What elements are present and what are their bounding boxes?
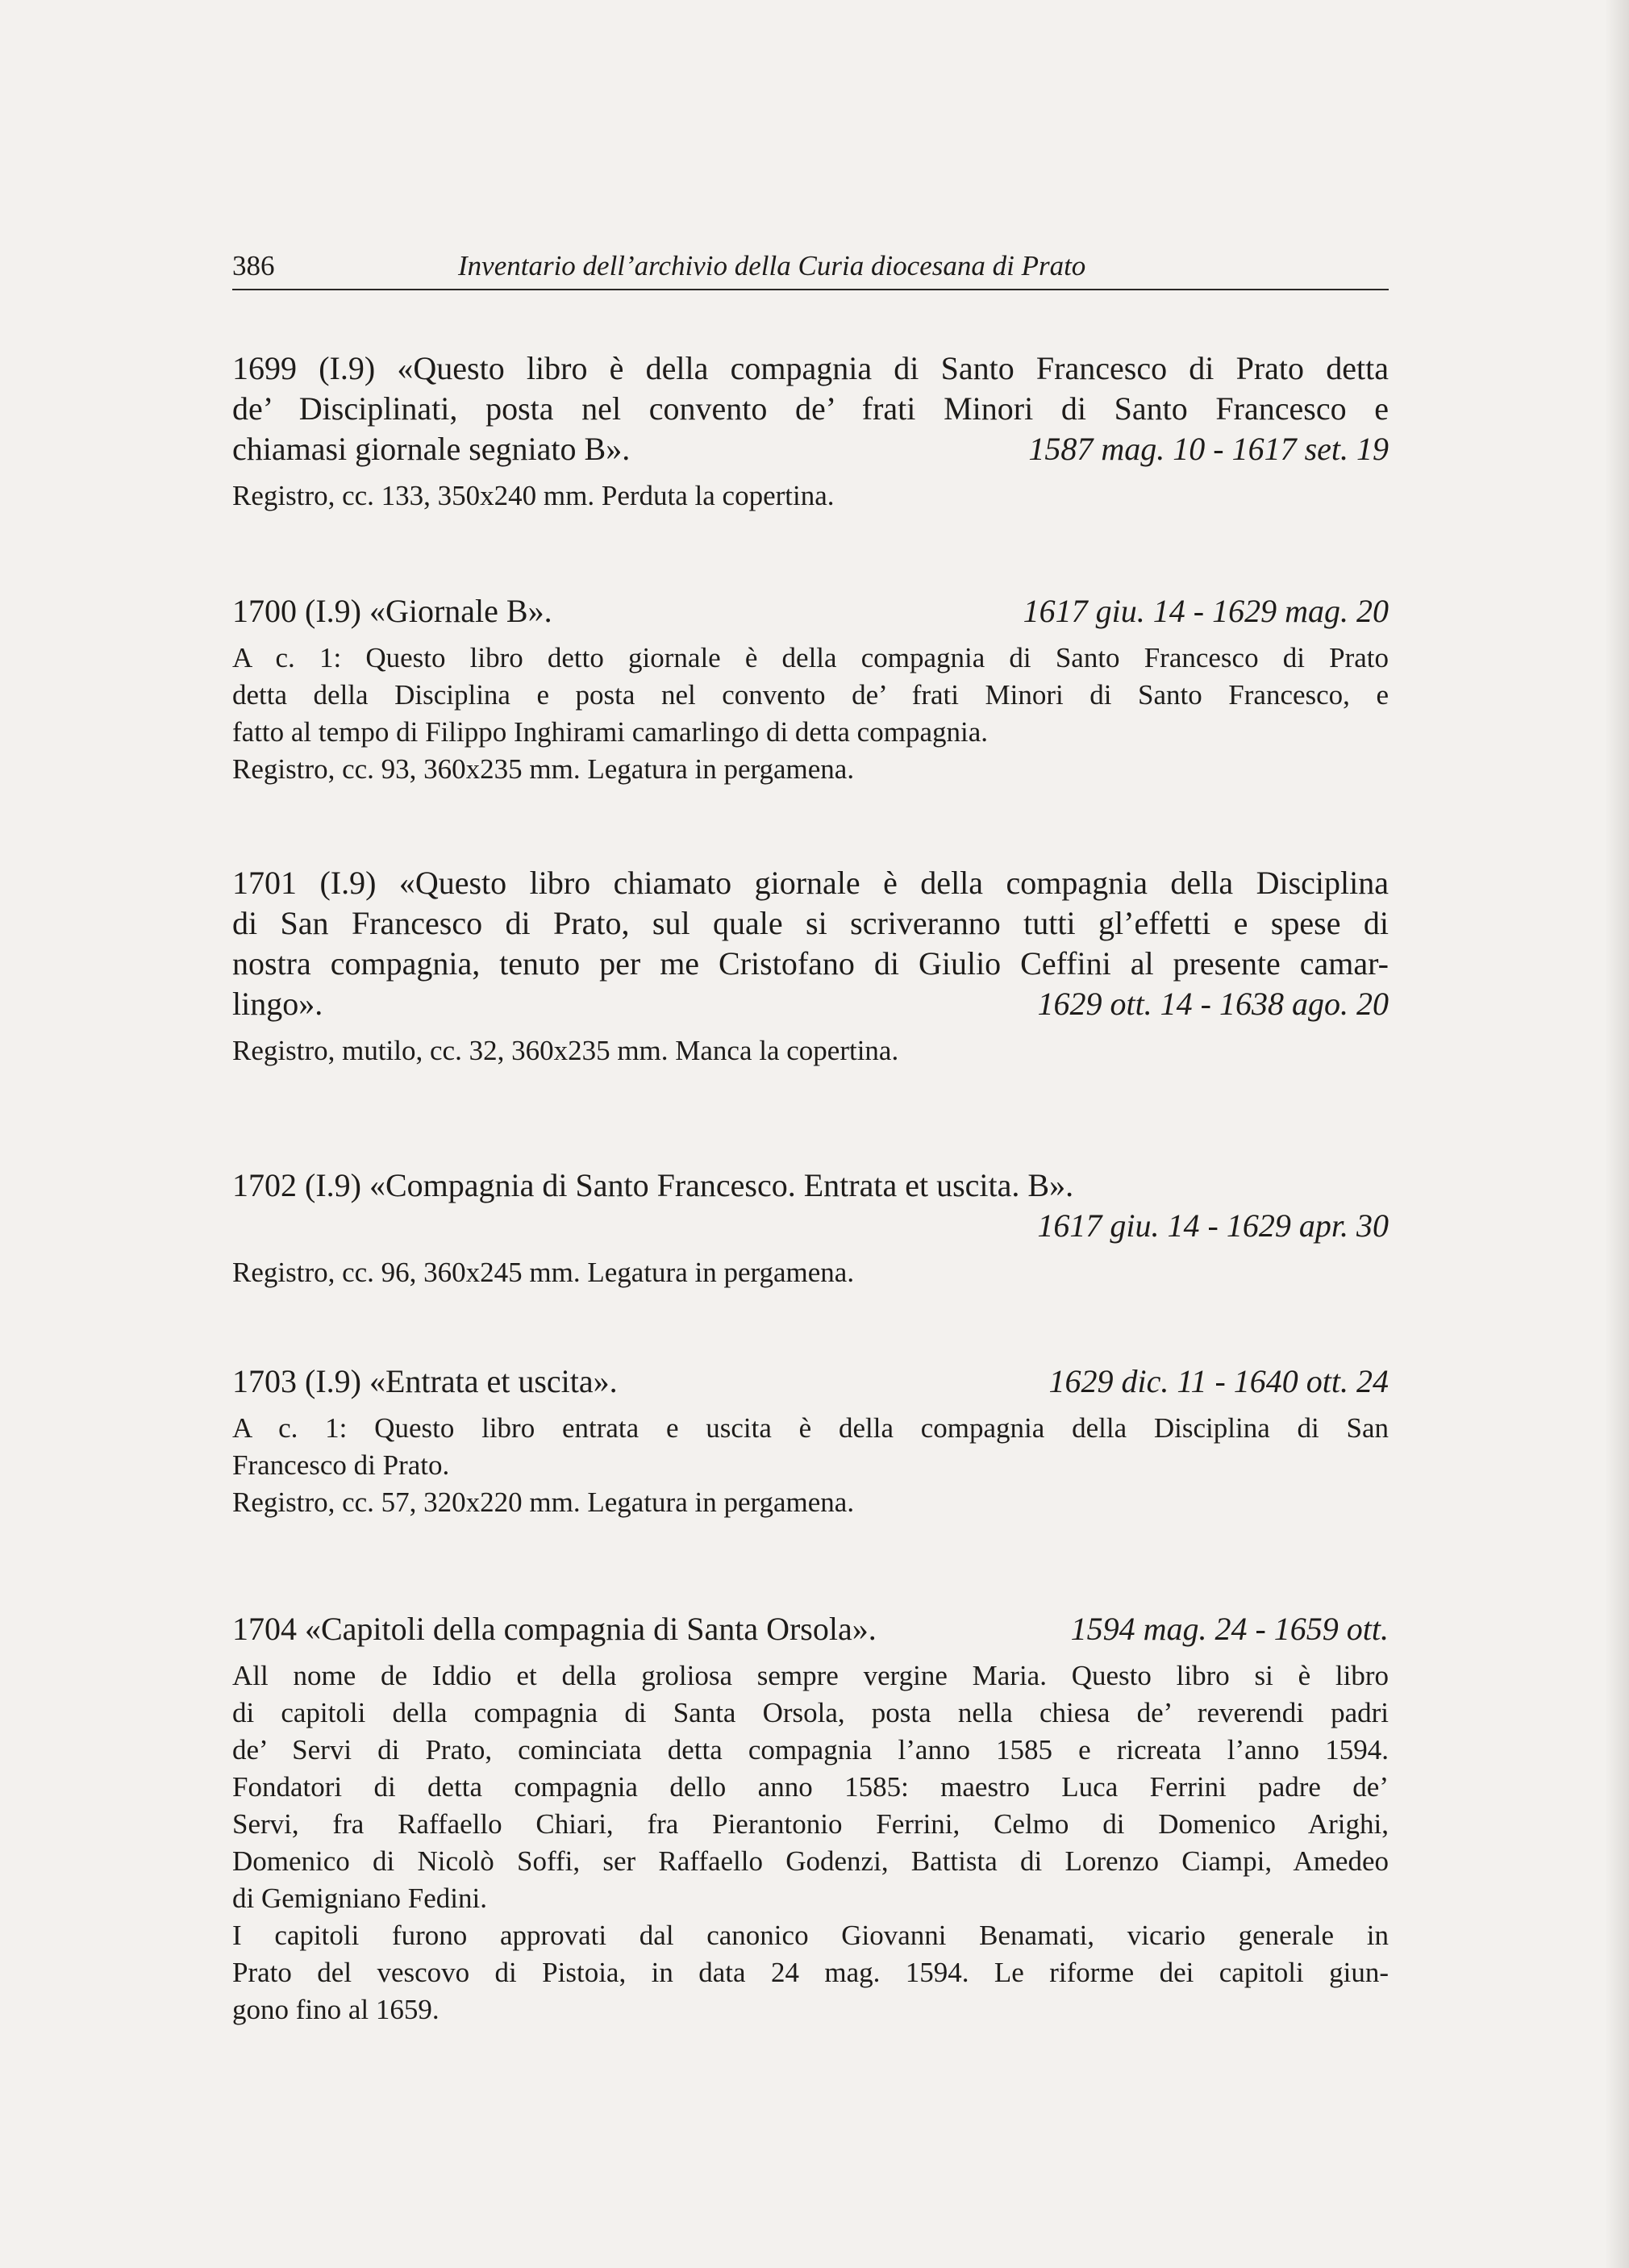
entry-title-line: 1701 (I.9) «Questo libro chiamato giornale è della compagnia della Disciplina	[232, 865, 1389, 901]
entry-description-line: Registro, cc. 93, 360x235 mm. Legatura in pergamena.	[232, 753, 855, 785]
entry-date: 1617 giu. 14 - 1629 apr. 30	[1037, 1207, 1389, 1244]
entry-title-text: 1704 «Capitoli della compagnia di Santa Orsola».	[232, 1611, 877, 1647]
entry-description-line: di capitoli della compagnia di Santa Orsola, posta nella chiesa de’ reverendi padri	[232, 1697, 1389, 1728]
entry-date: 1587 mag. 10 - 1617 set. 19	[1028, 431, 1389, 467]
entry-1704	[232, 1609, 1389, 2028]
entry-title-line	[232, 1361, 1389, 1402]
entry-title-line	[232, 1206, 1389, 1246]
entry-date: 1617 giu. 14 - 1629 mag. 20	[1023, 593, 1389, 629]
entry-date: 1594 mag. 24 - 1659 ott.	[1070, 1611, 1389, 1647]
entry-description-line: fatto al tempo di Filippo Inghirami camarlingo di detta compagnia.	[232, 716, 988, 748]
entry-title-line	[232, 1609, 1389, 1649]
entry-description-line: detta della Disciplina e posta nel convento de’ frati Minori di Santo Francesco, e	[232, 679, 1389, 711]
entry-date: 1629 ott. 14 - 1638 ago. 20	[1037, 986, 1389, 1022]
entry-description-line: gono fino al 1659.	[232, 1994, 440, 2025]
entry-title-line: 1702 (I.9) «Compagnia di Santo Francesco. Entrata et uscita. B».	[232, 1167, 1074, 1203]
page-edge-shadow	[1605, 0, 1629, 2268]
entry-title-line: 1699 (I.9) «Questo libro è della compagnia di Santo Francesco di Prato detta	[232, 350, 1389, 386]
entry-title-line: de’ Disciplinati, posta nel convento de’ frati Minori di Santo Francesco e	[232, 390, 1389, 427]
entry-description-line: de’ Servi di Prato, cominciata detta compagnia l’anno 1585 e ricreata l’anno 1594.	[232, 1734, 1389, 1766]
entry-description-line: Servi, fra Raffaello Chiari, fra Pierantonio Ferrini, Celmo di Domenico Arighi,	[232, 1808, 1389, 1840]
entry-1703	[232, 1361, 1389, 1521]
entry-description-line: di Gemigniano Fedini.	[232, 1882, 487, 1914]
entry-description-line: I capitoli furono approvati dal canonico Giovanni Benamati, vicario generale in	[232, 1920, 1389, 1951]
entry-title-line: di San Francesco di Prato, sul quale si scriveranno tutti gl’effetti e spese di	[232, 905, 1389, 941]
entry-title-line	[232, 984, 1389, 1024]
entry-title-text: chiamasi giornale segniato B».	[232, 431, 631, 467]
entry-title-text: 1703 (I.9) «Entrata et uscita».	[232, 1363, 618, 1399]
entry-title-line: nostra compagnia, tenuto per me Cristofano di Giulio Ceffini al presente camar-	[232, 945, 1389, 982]
entry-title-line	[232, 591, 1389, 632]
entry-description-line: Registro, cc. 96, 360x245 mm. Legatura in pergamena.	[232, 1257, 855, 1288]
entry-title-text: 1700 (I.9) «Giornale B».	[232, 593, 552, 629]
entry-description-line: Registro, mutilo, cc. 32, 360x235 mm. Manca la copertina.	[232, 1035, 899, 1066]
entry-1700	[232, 591, 1389, 788]
entry-description-line: Prato del vescovo di Pistoia, in data 24 mag. 1594. Le riforme dei capitoli giun-	[232, 1957, 1389, 1988]
entry-description-line: Registro, cc. 133, 350x240 mm. Perduta la copertina.	[232, 480, 835, 511]
entry-description-line: Fondatori di detta compagnia dello anno 1585: maestro Luca Ferrini padre de’	[232, 1771, 1389, 1803]
entry-date: 1629 dic. 11 - 1640 ott. 24	[1048, 1363, 1389, 1399]
entry-description-line: All nome de Iddio et della groliosa sempre vergine Maria. Questo libro si è libro	[232, 1660, 1389, 1691]
page-header	[232, 248, 1389, 290]
entry-description-line: A c. 1: Questo libro entrata e uscita è della compagnia della Disciplina di San	[232, 1412, 1389, 1444]
entry-1699	[232, 348, 1389, 515]
entry-title-text: lingo».	[232, 986, 323, 1022]
running-title: Inventario dell’archivio della Curia diocesana di Prato	[458, 250, 1086, 281]
entry-description-line: Domenico di Nicolò Soffi, ser Raffaello Godenzi, Battista di Lorenzo Ciampi, Amedeo	[232, 1845, 1389, 1877]
entry-title-line	[232, 429, 1389, 469]
entry-1701	[232, 863, 1389, 1069]
entry-description-line: Francesco di Prato.	[232, 1449, 450, 1481]
entry-description-line: Registro, cc. 57, 320x220 mm. Legatura in pergamena.	[232, 1486, 855, 1518]
page-number: 386	[232, 250, 275, 281]
entry-description-line: A c. 1: Questo libro detto giornale è della compagnia di Santo Francesco di Prato	[232, 642, 1389, 673]
entry-1702	[232, 1165, 1389, 1291]
